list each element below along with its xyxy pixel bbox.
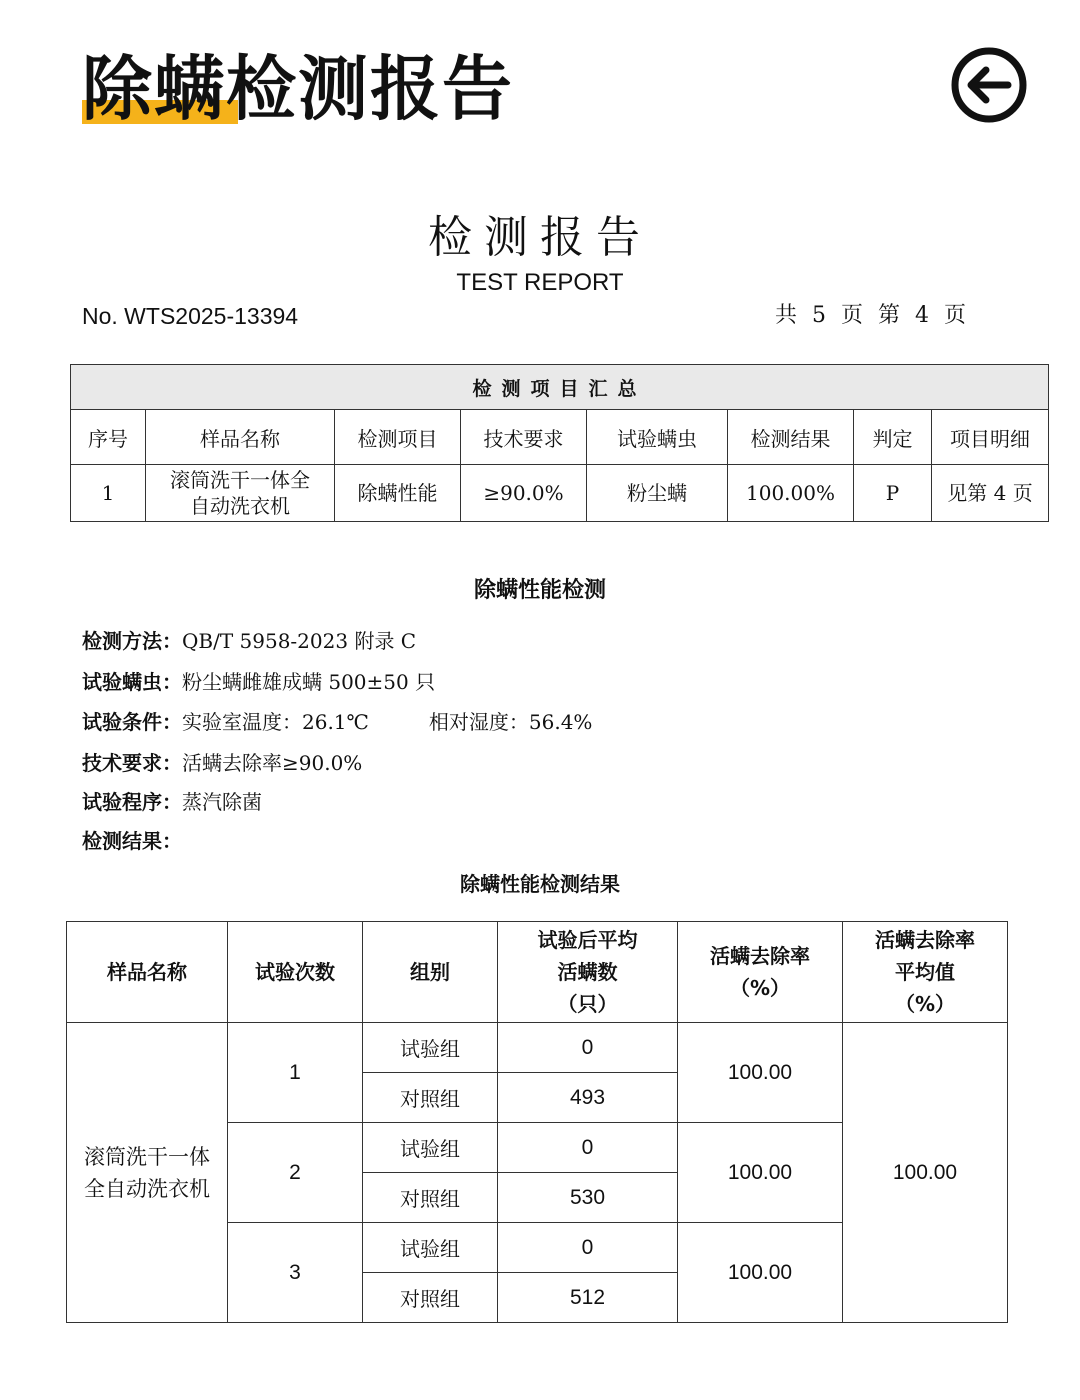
arrow-left-circle-icon [950,46,1028,124]
summary-header-row [71,410,1049,465]
group-label: 对照组 [363,1073,498,1123]
summary-table [70,364,1049,522]
info-requirement [82,748,362,778]
mite-count: 0 [498,1023,678,1073]
mite-count: 0 [498,1123,678,1173]
info-condition [82,707,592,737]
page-header [82,46,514,136]
mite-count: 512 [498,1273,678,1323]
group-label: 试验组 [363,1023,498,1073]
info-label: 技术要求： [82,751,182,775]
header-avg-count [498,922,678,1023]
info-value: 蒸汽除菌 [182,790,262,814]
results-title: 除螨性能检测结果 [460,872,620,896]
table-row [67,1023,1008,1073]
info-result [82,826,182,856]
sample-line: 滚筒洗干一体 [84,1144,210,1169]
summary-header-cell: 序号 [71,410,146,465]
results-sample-name [67,1023,228,1323]
header-line: 平均值 [895,960,955,984]
info-label: 检测结果： [82,829,182,853]
mite-count: 530 [498,1173,678,1223]
back-button[interactable] [950,46,1028,124]
summary-header-cell: 样品名称 [146,410,335,465]
summary-caption: 检测项目汇总 [71,365,1049,410]
page-title: 除螨检测报告 [82,48,514,130]
table-row [71,465,1049,522]
report-subtitle: TEST REPORT [456,269,624,296]
info-value: 实验室温度：26.1℃ [182,710,369,734]
summary-mite: 粉尘螨 [587,465,728,522]
mean-removal-rate: 100.00 [843,1023,1008,1323]
info-value: QB/T 5958-2023 附录 C [182,629,417,653]
info-procedure [82,787,262,817]
summary-header-cell: 判定 [854,410,932,465]
group-label: 试验组 [363,1223,498,1273]
group-label: 对照组 [363,1173,498,1223]
header-line: 活螨去除率 [710,944,810,968]
summary-detail: 见第 4 页 [932,465,1049,522]
header-group: 组别 [363,922,498,1023]
results-table [66,921,1008,1323]
section-title: 除螨性能检测 [473,578,606,603]
summary-item: 除螨性能 [335,465,461,522]
report-number: No. WTS2025-13394 [82,303,299,329]
summary-header-cell: 检测项目 [335,410,461,465]
removal-rate: 100.00 [678,1123,843,1223]
trial-number: 3 [228,1223,363,1323]
info-label: 试验程序： [82,790,182,814]
summary-header-cell: 技术要求 [461,410,587,465]
page-indicator: 共 5 页 第 4 页 [775,303,970,328]
mite-count: 0 [498,1223,678,1273]
header-trial: 试验次数 [228,922,363,1023]
summary-requirement: ≥90.0% [461,465,587,522]
summary-index: 1 [71,465,146,522]
summary-header-cell: 试验螨虫 [587,410,728,465]
info-value: 活螨去除率≥90.0% [182,751,363,775]
header-line: 活螨去除率 [875,928,975,952]
group-label: 对照组 [363,1273,498,1323]
info-mite [82,667,435,697]
header-mean-rate [843,922,1008,1023]
header-line: （%） [729,976,791,1000]
mite-count: 493 [498,1073,678,1123]
info-label: 试验螨虫： [82,670,182,694]
info-label: 检测方法： [82,629,182,653]
group-label: 试验组 [363,1123,498,1173]
sample-line: 全自动洗衣机 [84,1176,210,1201]
summary-sample-name [146,465,335,522]
header-removal-rate [678,922,843,1023]
removal-rate: 100.00 [678,1223,843,1323]
header-sample: 样品名称 [67,922,228,1023]
summary-sample-line: 自动洗衣机 [190,494,290,518]
info-label: 试验条件： [82,710,182,734]
trial-number: 2 [228,1123,363,1223]
summary-result: 100.00% [728,465,854,522]
header-line: 活螨数 [557,960,618,984]
header-line: （只） [557,992,618,1016]
header-line: （%） [894,992,956,1016]
header-line: 试验后平均 [537,928,638,952]
info-value: 粉尘螨雌雄成螨 500±50 只 [182,670,436,694]
removal-rate: 100.00 [678,1023,843,1123]
trial-number: 1 [228,1023,363,1123]
summary-header-cell: 项目明细 [932,410,1049,465]
info-value: 相对湿度：56.4% [428,710,593,734]
summary-sample-line: 滚筒洗干一体全 [170,468,310,492]
summary-verdict: P [854,465,932,522]
report-title: 检测报告 [428,212,652,263]
summary-header-cell: 检测结果 [728,410,854,465]
info-method [82,626,416,656]
results-header-row [67,922,1008,1023]
